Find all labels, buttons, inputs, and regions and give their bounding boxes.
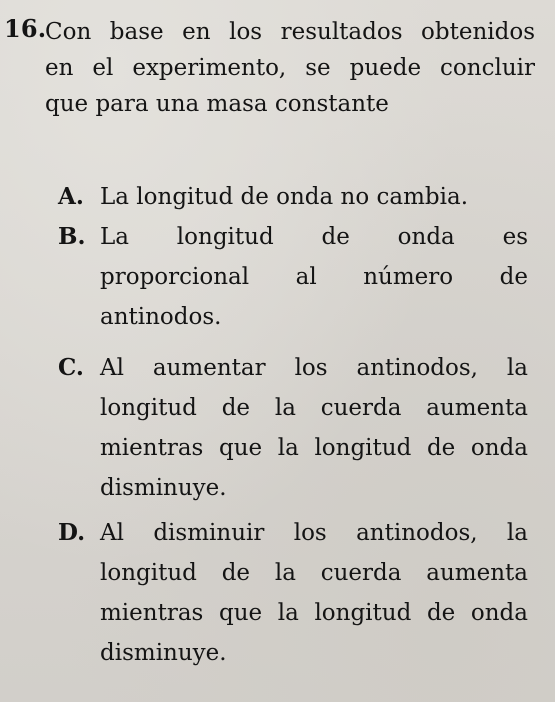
option-line: disminuye. [100, 475, 227, 501]
option-c[interactable] [58, 348, 528, 508]
option-line: longitud de la cuerda aumenta [100, 560, 528, 586]
option-text [100, 217, 528, 337]
option-line: Al aumentar los antinodos, la [100, 355, 528, 381]
option-line: longitud de la cuerda aumenta [100, 395, 528, 421]
option-letter: D. [58, 519, 86, 546]
question-number: 16. [4, 14, 47, 43]
question-stem [45, 14, 535, 122]
option-letter: A. [58, 183, 84, 210]
option-text [100, 348, 528, 508]
option-line: proporcional al número de [100, 264, 528, 290]
stem-line: Con base en los resultados obtenidos [45, 19, 535, 45]
option-line: mientras que la longitud de onda [100, 600, 528, 626]
stem-line: en el experimento, se puede concluir [45, 55, 535, 81]
option-line: La longitud de onda es [100, 224, 528, 250]
option-b[interactable] [58, 217, 528, 337]
option-letter: C. [58, 354, 84, 381]
option-d[interactable] [58, 513, 528, 673]
stem-line: que para una masa constante [45, 91, 389, 117]
option-line: mientras que la longitud de onda [100, 435, 528, 461]
option-line: antinodos. [100, 304, 222, 330]
option-text [100, 513, 528, 673]
option-text [100, 177, 528, 217]
option-line: La longitud de onda no cambia. [100, 184, 469, 210]
option-line: disminuye. [100, 640, 227, 666]
option-line: Al disminuir los antinodos, la [100, 520, 528, 546]
option-letter: B. [58, 223, 86, 250]
option-a[interactable] [58, 177, 528, 217]
